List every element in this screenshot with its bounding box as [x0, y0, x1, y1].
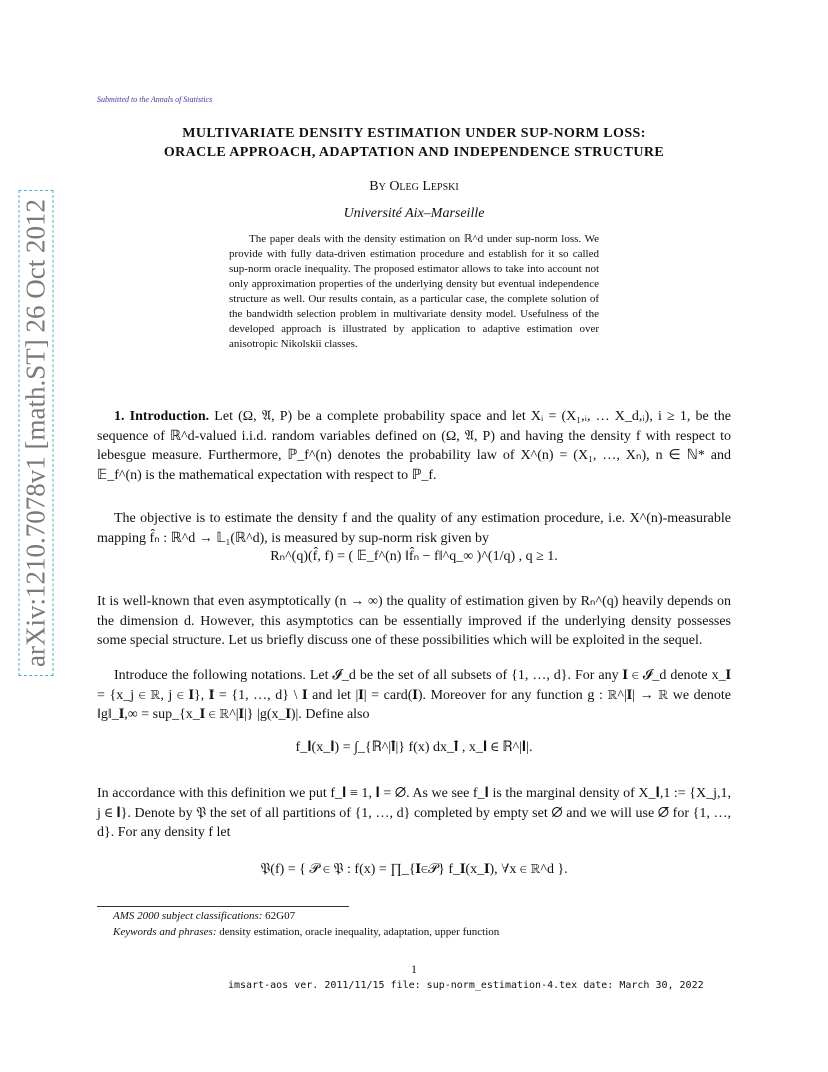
footnote-keywords	[113, 926, 733, 938]
intro-paragraph-4: Introduce the following notations. Let 𝓘_d be the set of all subsets of {1, …, d}. For any 𝐈 ∈ 𝓘_d denote x_𝐈 = {x_j ∈ ℝ, j ∈ 𝐈}, 𝐈̄ = {1, …, d} \ 𝐈 and let |𝐈| = card(𝐈). Moreover for any function g : ℝ^|𝐈| → ℝ we denote ‖g‖_𝐈,∞ = sup_{x_𝐈 ∈ ℝ^|𝐈|} |g(x_𝐈)|. Define also	[97, 668, 731, 722]
equation-risk: Rₙ^(q)(f̂, f) = ( 𝔼_f^(n) ‖f̂ₙ − f‖^q_∞ )^(1/q) , q ≥ 1.	[270, 549, 558, 564]
page-number: 1	[411, 962, 417, 976]
intro-paragraph-5: In accordance with this definition we put f_𝐈 ≡ 1, 𝐈 = ∅. As we see f_𝐈 is the marginal density of X_𝐈,1 := {X_j,1, j ∈ 𝐈}. Denote by 𝔓 the set of all partitions of {1, …, d} completed by empty set ∅ and we will use ∅̄ for {1, …, d}. For any density f let	[97, 786, 731, 840]
arxiv-stamp[interactable]	[8, 199, 64, 667]
footnote-rule	[97, 906, 349, 907]
author: By Oleg Lepski	[369, 179, 459, 194]
intro-paragraph-3: It is well-known that even asymptotically (n → ∞) the quality of estimation given by Rₙ^(q) heavily depends on the dimension d. However, this asymptotics can be essentially improved if the underlying density possesses some special structure. Let us briefly discuss one of these possibilities which will be exploited in the sequel.	[97, 594, 731, 648]
keywords-label: Keywords and phrases:	[113, 926, 217, 938]
abstract: The paper deals with the density estimation on ℝ^d under sup-norm loss. We provide with fully data-driven estimation procedure and establish for it so called sup-norm oracle inequality. The proposed estimator allows to take into account not only approximation properties of the underlying density but eventual independence structure as well. Our results contain, as a particular case, the complete solution of the bandwidth selection problem in multivariate density model. Usefulness of the developed approach is illustrated by application to adaptive estimation over anisotropic Nikolskii classes.	[229, 233, 599, 350]
intro-paragraph-1	[97, 407, 731, 485]
title-line-2: ORACLE APPROACH, ADAPTATION AND INDEPENDENCE STRUCTURE	[163, 145, 665, 160]
arxiv-stamp-text[interactable]: arXiv:1210.7078v1 [math.ST] 26 Oct 2012	[19, 190, 54, 676]
submission-note: Submitted to the Annals of Statistics	[97, 95, 213, 104]
intro-paragraph-2: The objective is to estimate the density f and the quality of any estimation procedure, i.e. X^(n)-measurable mapping f̂ₙ : ℝ^d → 𝕃₁(ℝ^d), is measured by sup-norm risk given by	[97, 511, 731, 546]
footer-info: imsart-aos ver. 2011/11/15 file: sup-norm_estimation-4.tex date: March 30, 2022	[228, 980, 704, 991]
ams-label: AMS 2000 subject classifications:	[113, 910, 263, 922]
section-heading: 1. Introduction.	[114, 409, 210, 424]
title-line-1: MULTIVARIATE DENSITY ESTIMATION UNDER SUP-NORM LOSS:	[182, 126, 646, 141]
equation-marginal: f_𝐈(x_𝐈) = ∫_{ℝ^|𝐈̄|} f(x) dx_𝐈̄ , x_𝐈 ∈ ℝ^|𝐈|.	[295, 740, 533, 755]
ams-value: 62G07	[265, 910, 296, 922]
intro-p1-text: Let (Ω, 𝔄, P) be a complete probability space and let Xᵢ = (X₁,ᵢ, … X_d,ᵢ), i ≥ 1, be the sequence of ℝ^d-valued i.i.d. random variables defined on (Ω, 𝔄, P) and having the density f with respect to lebesgue measure. Furthermore, ℙ_f^(n) denotes the probability law of X^(n) = (X₁, …, Xₙ), n ∈ ℕ* and 𝔼_f^(n) is the mathematical expectation with respect to ℙ_f.	[97, 409, 731, 483]
equation-partition: 𝔓(f) = { 𝒫 ∈ 𝔓 : f(x) = ∏_{𝐈∈𝒫} f_𝐈(x_𝐈), ∀x ∈ ℝ^d }.	[260, 862, 568, 877]
keywords-value: density estimation, oracle inequality, adaptation, upper function	[219, 926, 500, 938]
affiliation: Université Aix–Marseille	[343, 206, 485, 221]
footnote-ams	[113, 910, 733, 922]
